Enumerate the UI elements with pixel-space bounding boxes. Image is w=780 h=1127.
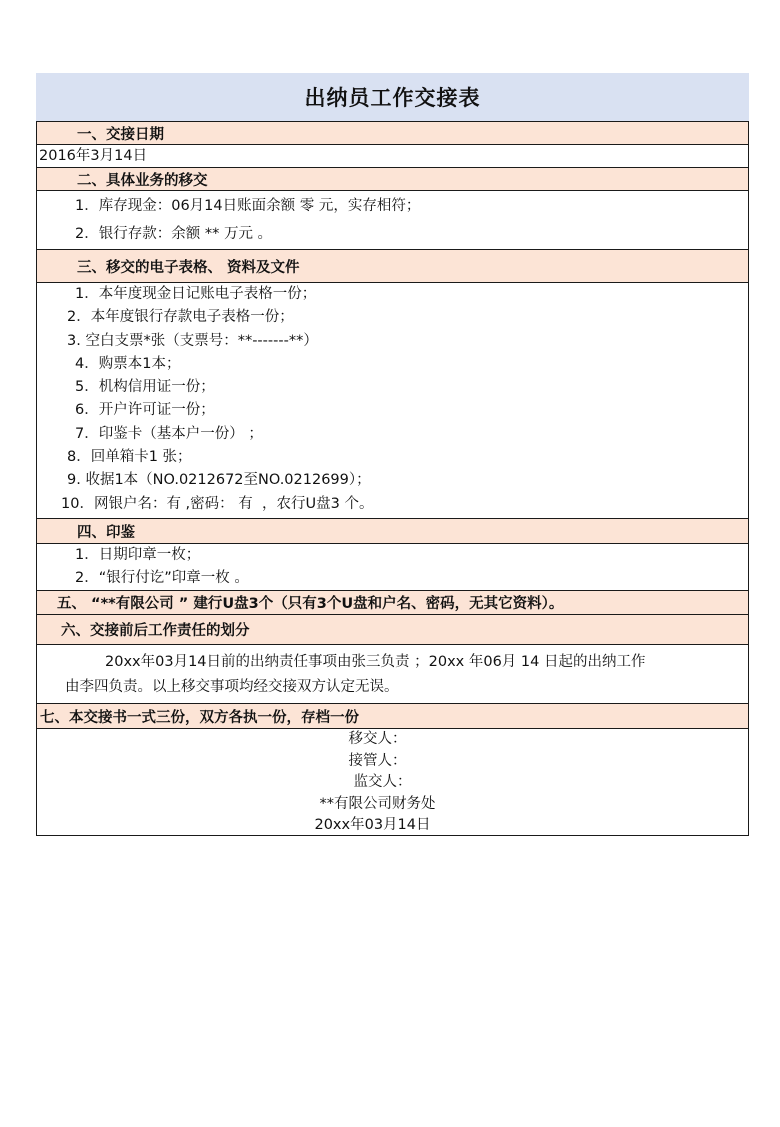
handover-date-row <box>37 145 748 168</box>
supervisor-label: 监交人： <box>353 774 412 790</box>
handover-person-label: 移交人： <box>348 731 407 747</box>
documents-items <box>37 283 748 519</box>
list-item: 5．机构信用证一份； <box>75 379 215 396</box>
section-heading-text: 四、印鉴 <box>77 524 135 541</box>
list-item: 2．本年度银行存款电子表格一份； <box>67 309 294 326</box>
section-heading-date <box>37 122 748 145</box>
responsibility-line-2: 由李四负责。以上移交事项均经交接双方认定无误。 <box>65 679 399 695</box>
section-heading-text: 二、具体业务的移交 <box>77 172 208 189</box>
list-item: 4．购票本1本； <box>75 355 181 372</box>
list-item: 10．网银户名：有 ,密码： 有 ，农行U盘3 个。 <box>61 495 374 512</box>
responsibility-text <box>37 645 748 705</box>
section-heading-text: 五、 “**有限公司 ” 建行U盘3个（只有3个U盘和户名、密码，无其它资料）。 <box>57 596 564 612</box>
list-item: 1．本年度现金日记账电子表格一份； <box>75 286 317 302</box>
list-item: 6．开户许可证一份； <box>75 402 215 419</box>
list-item: 1．日期印章一枚； <box>75 547 201 563</box>
section-heading-seals <box>37 519 748 544</box>
handover-table <box>36 121 749 836</box>
signature-date: 20xx年03月14日 <box>314 817 431 833</box>
section-heading-copies <box>37 704 748 729</box>
list-item: 7．印鉴卡（基本户一份） ； <box>75 425 263 442</box>
list-item: 8．回单箱卡1 张； <box>67 449 192 466</box>
page-title <box>36 73 749 121</box>
section-heading-text: 一、交接日期 <box>77 126 164 143</box>
responsibility-line-1: 20xx年03月14日前的出纳责任事项由张三负责 ；20xx 年06月 14 日起的出纳工作 <box>105 654 646 670</box>
responsibility-paragraph <box>37 645 748 704</box>
section-heading-usb <box>37 591 748 615</box>
list-item: 9. 收据1本（NO.0212672至NO.0212699）； <box>67 472 371 489</box>
list-item: 2．银行存款：余额 ** 万元 。 <box>75 226 273 242</box>
section-heading-text: 三、移交的电子表格、 资料及文件 <box>77 259 300 276</box>
list-item: 2．“银行付讫”印章一枚 。 <box>75 570 249 587</box>
list-item: 1．库存现金：06月14日账面余额 零 元，实存相符； <box>75 198 421 214</box>
business-items <box>37 191 748 250</box>
section-heading-responsibility <box>37 615 748 645</box>
handover-date: 2016年3月14日 <box>39 148 148 164</box>
handover-sheet <box>36 73 749 836</box>
receiver-label: 接管人： <box>348 752 407 769</box>
list-item: 3. 空白支票*张（支票号：**-------**） <box>67 332 318 349</box>
page-title-text: 出纳员工作交接表 <box>304 86 481 110</box>
signature-block <box>37 729 748 835</box>
section-heading-text: 七、本交接书一式三份，双方各执一份，存档一份 <box>40 709 359 726</box>
section-heading-text: 六、交接前后工作责任的划分 <box>61 623 250 639</box>
company-department: **有限公司财务处 <box>319 795 436 812</box>
section-heading-business <box>37 168 748 191</box>
seals-items <box>37 544 748 591</box>
section-heading-documents <box>37 250 748 283</box>
